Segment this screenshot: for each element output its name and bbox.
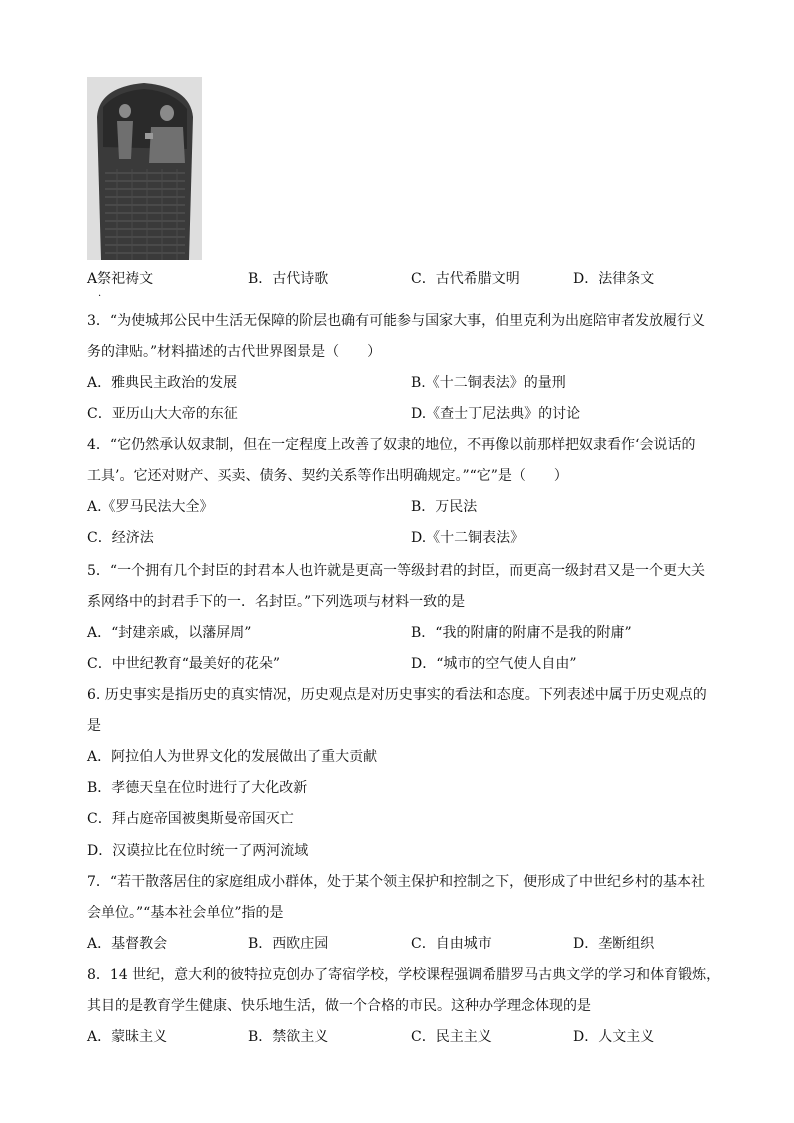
q5-option-a[interactable]: A．“封建亲戚，以藩屏周” xyxy=(87,625,252,641)
q8-option-a[interactable]: A．蒙昧主义 xyxy=(87,1029,168,1045)
q7-option-d[interactable]: D．垄断组织 xyxy=(573,936,655,952)
q6-option-d[interactable]: D．汉谟拉比在位时统一了两河流域 xyxy=(87,843,309,859)
q2-option-a[interactable]: A祭祀祷文 xyxy=(87,271,154,287)
q6-stem-line1: 6. 历史事实是指历史的真实情况，历史观点是对历史事实的看法和态度。下列表述中属于历史观点的 xyxy=(87,687,707,703)
q2-option-b[interactable]: B．古代诗歌 xyxy=(248,271,329,287)
q8-option-c[interactable]: C．民主主义 xyxy=(411,1029,492,1045)
q5-stem-line1: 5．“一个拥有几个封臣的封君本人也许就是更高一等级封君的封臣，而更高一级封君又是一个更大关 xyxy=(87,563,706,579)
q3-stem-line2: 务的津贴。”材料描述的古代世界图景是（ ） xyxy=(87,344,382,360)
q3-option-b[interactable]: B.《十二铜表法》的量刑 xyxy=(411,375,566,391)
q8-stem-line2: 其目的是教育学生健康、快乐地生活，做一个合格的市民。这种办学理念体现的是 xyxy=(87,998,591,1014)
q8-option-b[interactable]: B．禁欲主义 xyxy=(248,1029,329,1045)
q7-option-c[interactable]: C．自由城市 xyxy=(411,936,492,952)
q6-option-c[interactable]: C．拜占庭帝国被奥斯曼帝国灭亡 xyxy=(87,811,294,827)
q8-stem-line1: 8．14 世纪，意大利的彼特拉克创办了寄宿学校，学校课程强调希腊罗马古典文学的学习和体育锻炼， xyxy=(87,967,721,983)
stele-image xyxy=(87,77,202,260)
q4-option-b[interactable]: B．万民法 xyxy=(411,499,478,515)
q3-option-c[interactable]: C．亚历山大大帝的东征 xyxy=(87,406,238,422)
q4-option-c[interactable]: C．经济法 xyxy=(87,530,154,546)
q3-option-a[interactable]: A．雅典民主政治的发展 xyxy=(87,375,238,391)
q5-option-c[interactable]: C．中世纪教育“最美好的花朵” xyxy=(87,656,281,672)
q7-option-a[interactable]: A．基督教会 xyxy=(87,936,168,952)
stray-dot: · xyxy=(98,291,102,302)
q8-option-d[interactable]: D．人文主义 xyxy=(573,1029,655,1045)
q5-option-d[interactable]: D．“城市的空气使人自由” xyxy=(411,656,577,672)
q7-option-b[interactable]: B．西欧庄园 xyxy=(248,936,329,952)
q2-option-d[interactable]: D．法律条文 xyxy=(573,271,655,287)
q6-option-a[interactable]: A．阿拉伯人为世界文化的发展做出了重大贡献 xyxy=(87,749,378,765)
q4-option-d[interactable]: D.《十二铜表法》 xyxy=(411,530,525,546)
q6-option-b[interactable]: B．孝德天皇在位时进行了大化改新 xyxy=(87,780,308,796)
q5-option-b[interactable]: B．“我的附庸的附庸不是我的附庸” xyxy=(411,625,632,641)
q3-stem-line1: 3．“为使城邦公民中生活无保障的阶层也确有可能参与国家大事，伯里克利为出庭陪审者发放履行义 xyxy=(87,313,706,329)
q4-stem-line1: 4．“它仍然承认奴隶制，但在一定程度上改善了奴隶的地位，不再像以前那样把奴隶看作‘会说话的 xyxy=(87,437,696,453)
q3-option-d[interactable]: D.《查士丁尼法典》的讨论 xyxy=(411,406,581,422)
q5-stem-line2: 系网络中的封君手下的一．名封臣。”下列选项与材料一致的是 xyxy=(87,594,466,610)
q7-stem-line2: 会单位。”“基本社会单位”指的是 xyxy=(87,905,284,921)
q2-option-c[interactable]: C．古代希腊文明 xyxy=(411,271,520,287)
q6-stem-line2: 是 xyxy=(87,718,101,734)
q7-stem-line1: 7．“若干散落居住的家庭组成小群体，处于某个领主保护和控制之下，便形成了中世纪乡村的基本社 xyxy=(87,874,706,890)
q4-stem-line2: 工具’。它还对财产、买卖、债务、契约关系等作出明确规定。”“它”是（ ） xyxy=(87,468,568,484)
q4-option-a[interactable]: A.《罗马民法大全》 xyxy=(87,499,214,515)
